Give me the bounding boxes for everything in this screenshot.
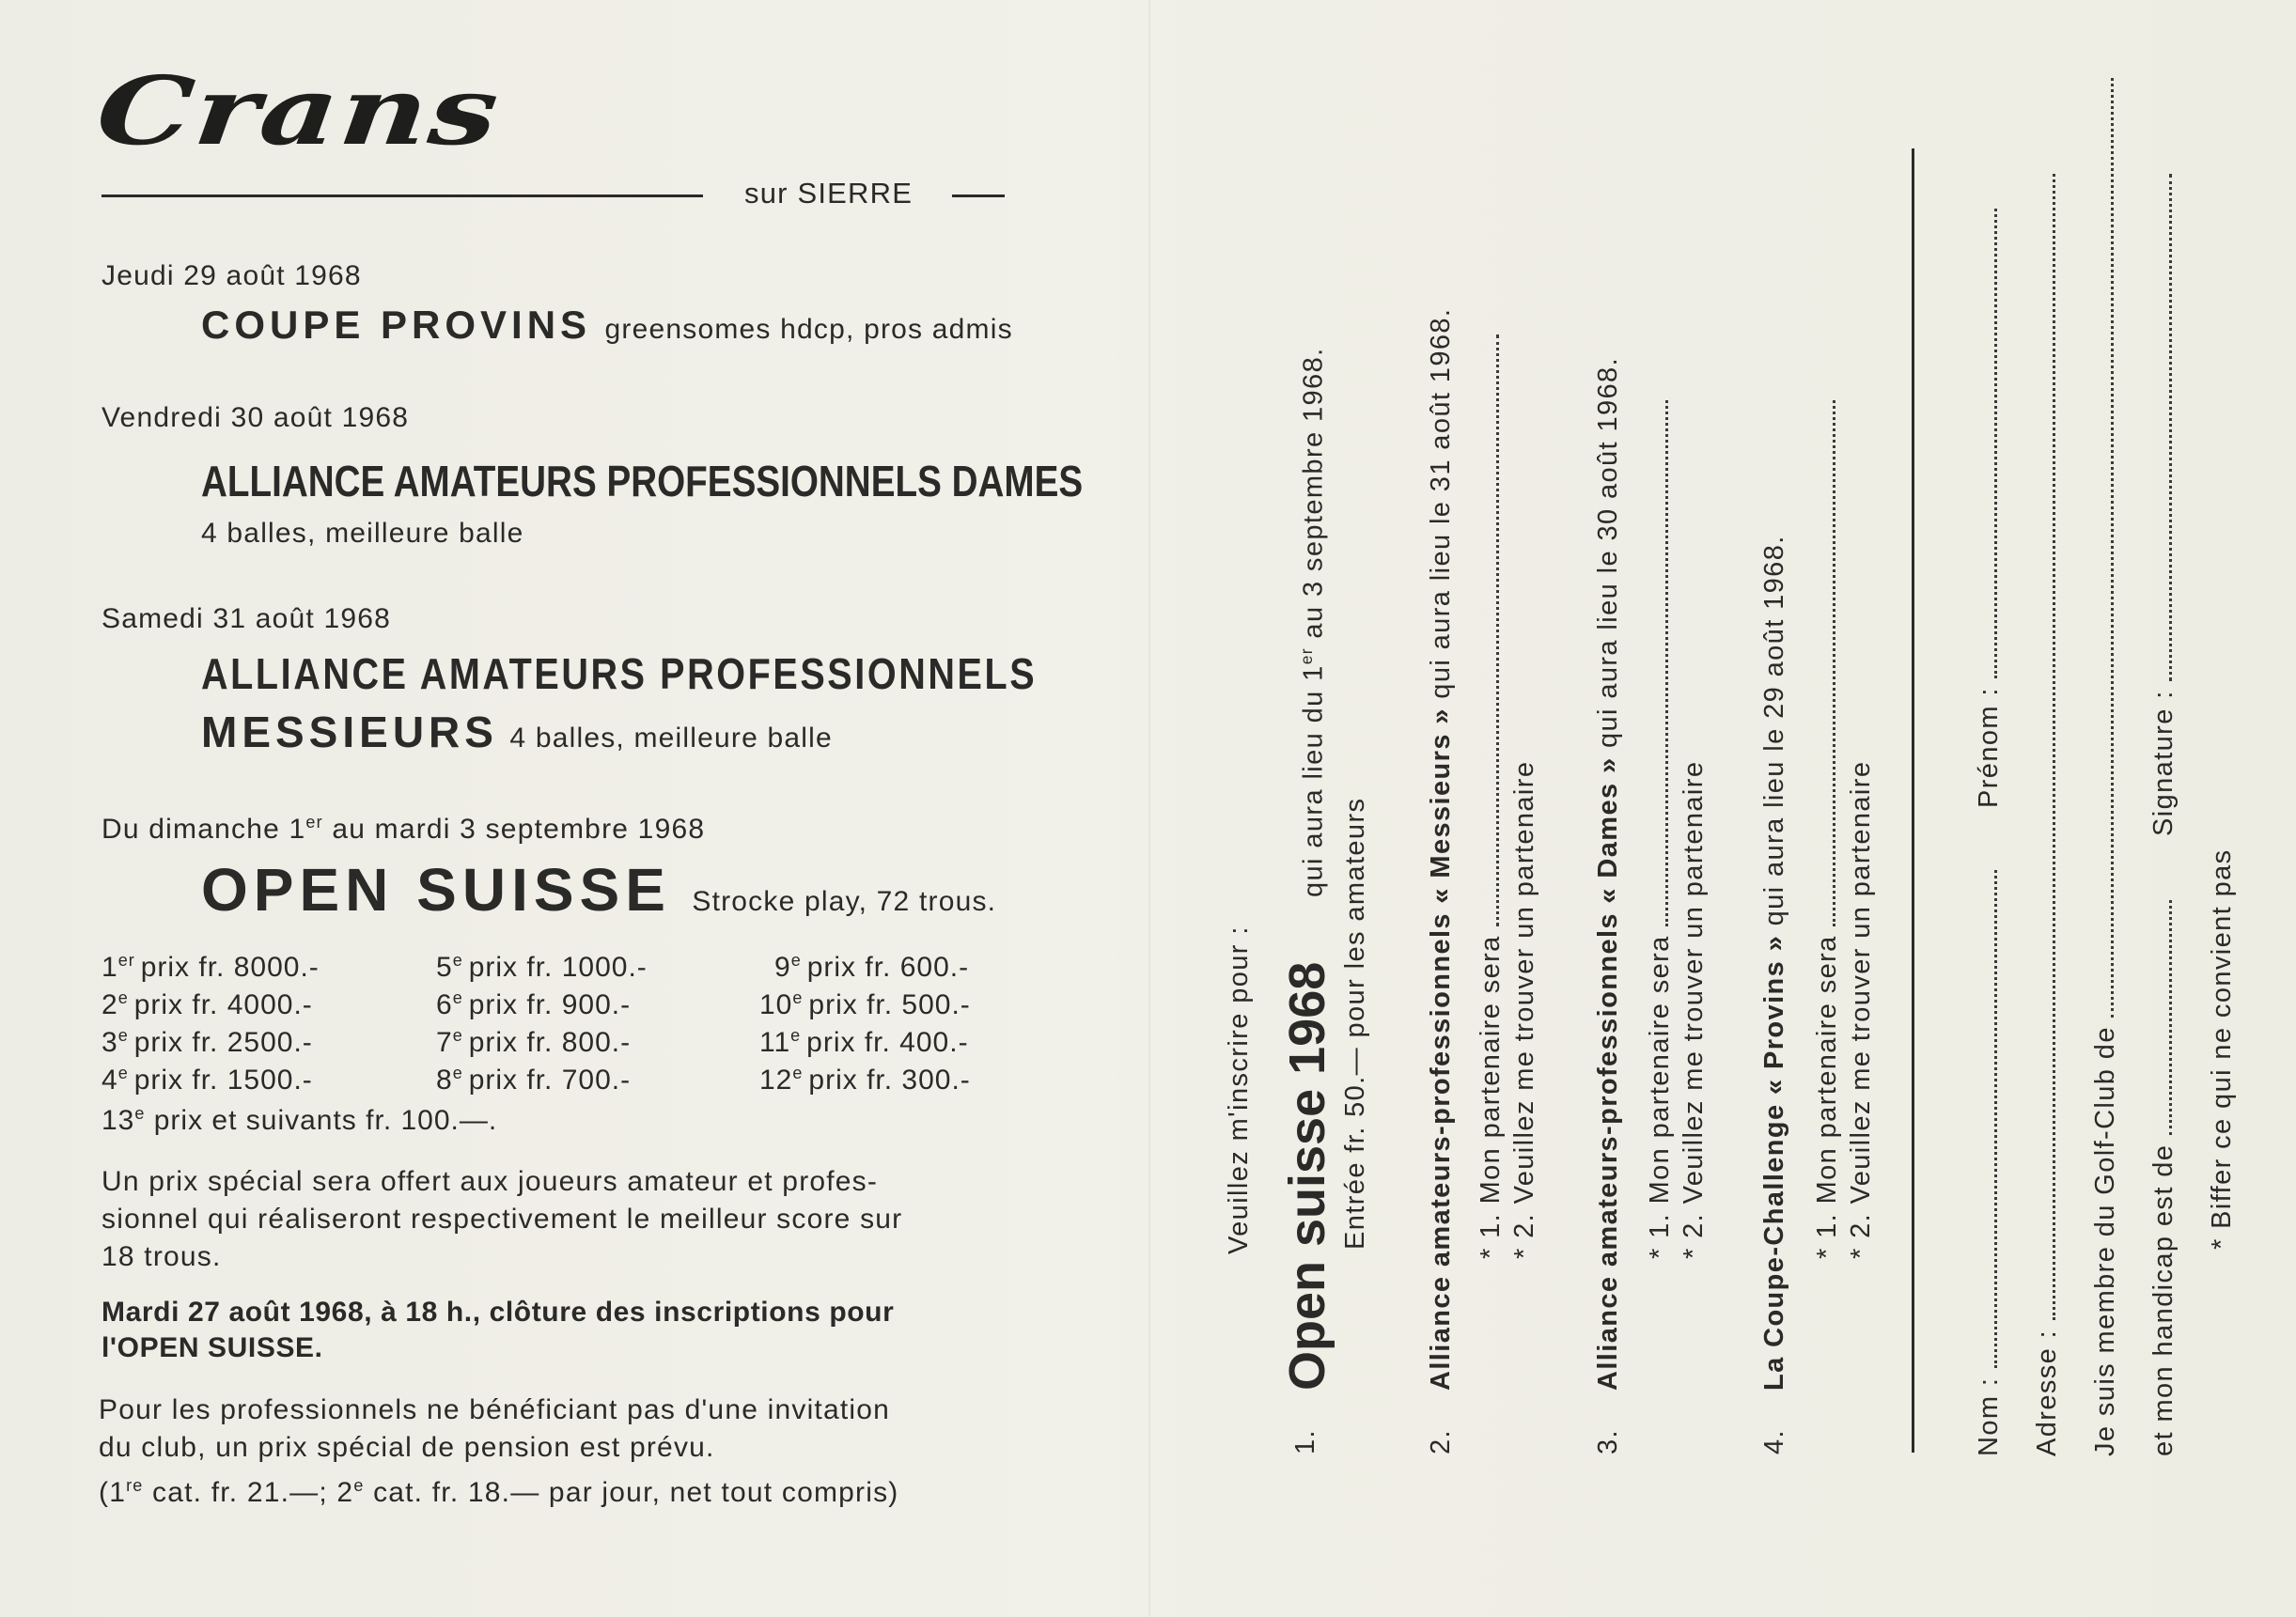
prize-entry: [759, 1064, 971, 1096]
field-label: Signature :: [2148, 690, 2179, 836]
prize-amount: prix fr. 800.-: [468, 1026, 632, 1058]
prize-rank: 7: [436, 1026, 453, 1058]
event-title-row: [201, 855, 996, 925]
prenom-input[interactable]: [1994, 209, 1997, 678]
event-date: Vendredi 30 août 1968: [102, 402, 410, 433]
event-title: ALLIANCE AMATEURS PROFESSIONNELS: [201, 649, 1038, 698]
prize-rank-sup: e: [790, 951, 802, 970]
adresse-field[interactable]: [2032, 174, 2063, 1456]
prize-rank: 11: [759, 1026, 791, 1058]
crans-logo: Crans: [91, 56, 506, 166]
item-number: 1.: [1290, 1429, 1320, 1454]
option-label: * 1. Mon partenaire sera: [1645, 935, 1675, 1259]
text-part: cat. fr. 18.— par jour, net tout compris): [364, 1476, 899, 1508]
prize-rank-sup: e: [134, 1104, 146, 1123]
field-label: Adresse :: [2032, 1329, 2062, 1456]
prize-rank: 5: [436, 951, 453, 983]
event-date: [102, 813, 705, 846]
item-fee: Entrée fr. 50.— pour les amateurs: [1340, 797, 1370, 1250]
field-label: Nom :: [1974, 1376, 2004, 1456]
nom-field[interactable]: [1974, 870, 2005, 1456]
prize-rank-sup: e: [452, 988, 463, 1007]
handicap-field[interactable]: [2148, 900, 2179, 1456]
prenom-field[interactable]: [1974, 209, 2005, 808]
partner-option-2[interactable]: * 2. Veuillez me trouver un partenaire: [1509, 760, 1539, 1259]
signature-field[interactable]: [2148, 174, 2179, 836]
paragraph-line: [99, 1467, 899, 1512]
form-separator: [1912, 148, 1914, 1453]
partner-option-1[interactable]: [1812, 400, 1843, 1259]
event-detail: Strocke play, 72 trous.: [692, 886, 997, 917]
item-heading-bold: La Coupe-Challenge « Provins »: [1759, 934, 1789, 1391]
item-heading: [1426, 308, 1457, 1391]
event-title: COUPE PROVINS: [201, 303, 592, 347]
paragraph-line: Mardi 27 août 1968, à 18 h., clôture des inscriptions pour: [102, 1297, 895, 1328]
text-sup: e: [353, 1476, 365, 1495]
field-label: Prénom :: [1974, 687, 2004, 808]
prize-rank: 10: [759, 988, 793, 1020]
subtitle: sur SIERRE: [744, 177, 914, 210]
field-label: Je suis membre du Golf-Club de: [2090, 1026, 2120, 1456]
text-sup: er: [1297, 647, 1316, 665]
prize-rank-sup: e: [117, 988, 129, 1007]
option-label: * 1. Mon partenaire sera: [1476, 935, 1506, 1259]
prize-amount: prix fr. 600.-: [806, 951, 970, 983]
prize-entry: [102, 1064, 313, 1096]
text-part: cat. fr. 21.—; 2: [143, 1476, 354, 1508]
partner-option-2[interactable]: * 2. Veuillez me trouver un partenaire: [1679, 760, 1709, 1259]
paragraph-line: du club, un prix spécial de pension est prévu.: [99, 1432, 715, 1463]
partner-option-1[interactable]: [1645, 400, 1676, 1259]
header-rule-left: [102, 194, 703, 197]
event-title-row: [201, 707, 833, 757]
prize-entry: [759, 988, 971, 1021]
prize-amount: prix fr. 900.-: [468, 988, 632, 1020]
prize-rank-sup: e: [117, 1026, 129, 1045]
prize-rank-sup: e: [792, 1064, 804, 1082]
prize-entry: [436, 1064, 631, 1096]
partner-name-field[interactable]: [1665, 400, 1668, 926]
prize-entry: [102, 951, 320, 984]
option-label: * 1. Mon partenaire sera: [1812, 935, 1842, 1259]
handicap-input[interactable]: [2169, 900, 2172, 1135]
date-suffix: au mardi 3 septembre 1968: [322, 813, 706, 845]
field-label: et mon handicap est de: [2148, 1143, 2179, 1456]
item-heading-rest: qui aura lieu le 29 août 1968.: [1759, 535, 1789, 935]
prize-rank: 1: [102, 951, 118, 983]
prize-rank-sup: e: [452, 1026, 463, 1045]
prize-rank-sup: e: [452, 1064, 463, 1082]
date-prefix: Du dimanche 1: [102, 813, 306, 845]
prize-rank-sup: e: [790, 1026, 802, 1045]
paragraph-line: Pour les professionnels ne bénéficiant pas d'une invitation: [99, 1394, 891, 1425]
event-detail: 4 balles, meilleure balle: [509, 723, 833, 754]
text-sup: re: [126, 1476, 144, 1495]
paragraph-line: sionnel qui réaliseront respectivement le meilleur score sur: [102, 1204, 903, 1235]
text-part: qui aura lieu du 1: [1298, 664, 1329, 897]
prize-entry: [774, 951, 969, 984]
prize-amount: prix fr. 500.-: [808, 988, 971, 1020]
prize-amount: prix fr. 300.-: [808, 1064, 971, 1096]
special-prize-paragraph: [102, 1163, 902, 1276]
item-heading-rest: qui aura lieu le 30 août 1968.: [1593, 356, 1623, 757]
event-title: OPEN SUISSE: [201, 856, 671, 924]
golf-club-input[interactable]: [2111, 78, 2114, 1018]
prize-amount: prix fr. 700.-: [468, 1064, 632, 1096]
prize-amount: prix fr. 8000.-: [140, 951, 320, 983]
partner-option-2[interactable]: * 2. Veuillez me trouver un partenaire: [1846, 760, 1876, 1259]
event-title: MESSIEURS: [201, 707, 498, 756]
event-date: Samedi 31 août 1968: [102, 603, 392, 634]
item-number: 4.: [1759, 1429, 1789, 1454]
prize-entry: [102, 1026, 313, 1059]
event-detail: greensomes hdcp, pros admis: [604, 314, 1013, 345]
prize-entry: [759, 1026, 969, 1059]
prize-13: [102, 1104, 497, 1137]
golf-club-field[interactable]: [2090, 78, 2121, 1456]
item-heading-rest: qui aura lieu le 31 août 1968.: [1426, 307, 1456, 708]
paragraph-line: Un prix spécial sera offert aux joueurs amateur et profes-: [102, 1166, 879, 1197]
item-heading: [1593, 357, 1624, 1391]
paragraph-line: 18 trous.: [102, 1241, 222, 1272]
prize-rank: 3: [102, 1026, 118, 1058]
signature-input[interactable]: [2169, 174, 2172, 681]
item-number: 2.: [1426, 1429, 1456, 1454]
prize-entry: [436, 951, 648, 984]
nom-input[interactable]: [1994, 870, 1997, 1368]
event-date: Jeudi 29 août 1968: [102, 260, 362, 291]
event-title: ALLIANCE AMATEURS PROFESSIONNELS DAMES: [201, 457, 1084, 505]
prize-rank: 4: [102, 1064, 118, 1096]
partner-name-field[interactable]: [1496, 334, 1499, 926]
date-sup: er: [305, 813, 323, 832]
fold-line: [1148, 0, 1150, 1617]
prize-amount: prix fr. 2500.-: [133, 1026, 313, 1058]
item-heading: [1759, 535, 1790, 1391]
event-title-row: [201, 303, 1013, 348]
prize-rank: 12: [759, 1064, 793, 1096]
item-title: Open suisse 1968: [1279, 961, 1335, 1391]
prize-entry: [102, 988, 313, 1021]
prize-amount: prix fr. 4000.-: [133, 988, 313, 1020]
biffer-note: * Biffer ce qui ne convient pas: [2207, 848, 2237, 1250]
prize-rank: 9: [774, 951, 791, 983]
prize-rank: 13: [102, 1104, 135, 1136]
item-number: 3.: [1593, 1429, 1623, 1454]
prize-rank-sup: e: [452, 951, 463, 970]
prize-rank-sup: er: [117, 951, 135, 970]
partner-name-field[interactable]: [1833, 400, 1835, 926]
partner-option-1[interactable]: [1476, 334, 1507, 1259]
text-part: (1: [99, 1476, 127, 1508]
prize-rank-sup: e: [117, 1064, 129, 1082]
event-detail: 4 balles, meilleure balle: [201, 518, 524, 549]
form-intro: Veuillez m'inscrire pour :: [1224, 925, 1254, 1254]
paragraph-line: l'OPEN SUISSE.: [102, 1332, 323, 1363]
text-part: au 3 septembre 1968.: [1298, 347, 1329, 648]
header-rule-right: [952, 194, 1005, 197]
pension-paragraph: [99, 1392, 899, 1512]
item-heading-bold: Alliance amateurs-professionnels « Dames »: [1593, 756, 1623, 1391]
prize-text: prix et suivants fr. 100.—.: [145, 1104, 498, 1136]
item-heading-bold: Alliance amateurs-professionnels « Messieurs »: [1426, 707, 1456, 1391]
prize-amount: prix fr. 1000.-: [468, 951, 648, 983]
prize-rank: 8: [436, 1064, 453, 1096]
prize-rank: 2: [102, 988, 118, 1020]
prize-entry: [436, 1026, 631, 1059]
prize-entry: [436, 988, 631, 1021]
deadline-paragraph: [102, 1295, 894, 1366]
prize-amount: prix fr. 1500.-: [133, 1064, 313, 1096]
prize-amount: prix fr. 400.-: [806, 1026, 969, 1058]
adresse-input[interactable]: [2053, 174, 2055, 1320]
prize-rank-sup: e: [792, 988, 804, 1007]
prize-rank: 6: [436, 988, 453, 1020]
item-date-line: [1297, 347, 1329, 897]
